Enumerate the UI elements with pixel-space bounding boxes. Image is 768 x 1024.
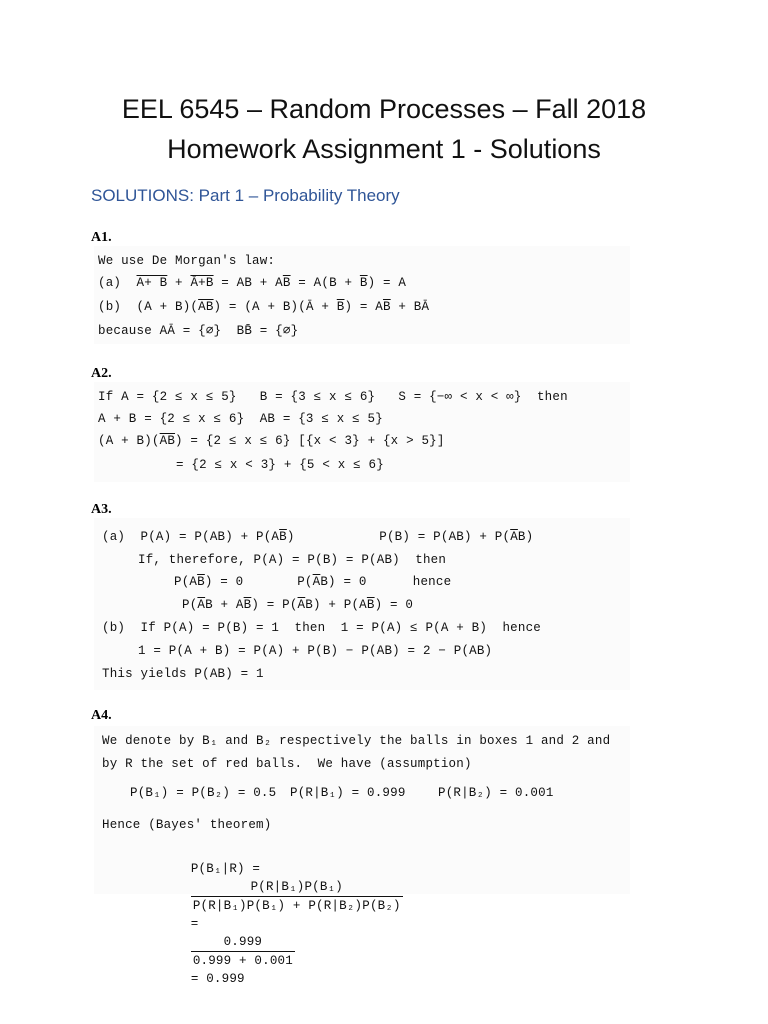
a2-line2: A + B = {2 ≤ x ≤ 6} AB = {3 ≤ x ≤ 5} [98,412,383,426]
solution-box-a1 [94,246,630,344]
a1-intro: We use De Morgan's law: [98,254,276,268]
a4-fraction-2: $\frac{0.999}{0.999 + 0.001}$ [192,935,293,968]
solution-box-a2 [94,382,630,482]
page-title-line1: EEL 6545 – Random Processes – Fall 2018 [121,94,647,124]
a4-prob2: P(R|B₁) = 0.999 [290,786,406,800]
problem-label-a2: A2. [91,366,112,381]
a1-line-a: (a) A+ B + Ā+B = AB + $A\overline{B} = A(B + \overline{B}) = A$ [98,276,407,290]
problem-label-a3: A3. [91,502,112,517]
page-title-line2: Homework Assignment 1 - Solutions [167,134,601,164]
solution-box-a3 [94,518,630,690]
a4-prob1: P(B₁) = P(B₂) = 0.5 [130,786,277,800]
a3-line1: (a) $P(A) = P(AB) + P(A\overline{B})$ $P(B) = P(AB) + P(\overline{A}B)$ [102,530,534,544]
a4-bayes-formula: P(B₁|R) = $\frac{\text{P(R|B₁)P(B₁)}}{\text{P(R|B₁)P(B₁) + P(R|B₂)P(B₂)}}$ = $\frac{0.999}{0.999 + 0.001}$ = 0.999 [190,862,401,986]
a3-line3: $P(A\overline{B}) = 0$ $P(\overline{A}B) = 0$ hence [174,575,452,589]
a3-line4: $P(\overline{A}B + A\overline{B}) = P(\overline{A}B) + P(A\overline{B}) = 0$ [182,598,414,612]
a4-fraction-1: $\frac{\text{P(R|B₁)P(B₁)}}{\text{P(R|B₁)P(B₁) + P(R|B₂)P(B₂)}}$ [192,880,401,913]
problem-label-a4: A4. [91,708,112,723]
solution-box-a4 [94,726,630,986]
a4-result: = 0.999 [190,972,245,986]
a4-line2: by R the set of red balls. We have (assumption) [102,757,472,771]
a3-line6: 1 = P(A + B) = P(A) + P(B) − P(AB) = 2 − P(AB) [138,644,493,658]
a1-line-because: because AĀ = {∅} BB̄ = {∅} [98,324,299,338]
a3-line5: (b) If P(A) = P(B) = 1 then 1 = P(A) ≤ P(A + B) hence [102,621,541,635]
a2-line4: = {2 ≤ x < 3} + {5 < x ≤ 6} [176,458,384,472]
a4-bayes-lhs: P(B₁|R) = [190,862,261,876]
a2-line3: $(A + B)(\overline{AB}) = \{2 \le x \le 6\} [\{x < 3\} + \{x > 5\}]$ [98,434,445,448]
a3-line7: This yields P(AB) = 1 [102,667,264,681]
a2-line1: If A = {2 ≤ x ≤ 5} B = {3 ≤ x ≤ 6} S = {−∞ < x < ∞} then [98,390,568,404]
section-heading: SOLUTIONS: Part 1 – Probability Theory [91,186,400,205]
a1-line-b: (b) $(A + B)(\overline{AB}) = (A$ + B)(Ā + $\overline{B}) = A\overline{B}$ + BĀ [98,300,430,314]
a3-line2: If, therefore, P(A) = P(B) = P(AB) then [138,553,447,567]
a4-prob3: P(R|B₂) = 0.001 [438,786,554,800]
problem-label-a1: A1. [91,230,112,245]
a4-hence: Hence (Bayes' theorem) [102,818,272,832]
a4-line1: We denote by B₁ and B₂ respectively the balls in boxes 1 and 2 and [102,734,611,748]
